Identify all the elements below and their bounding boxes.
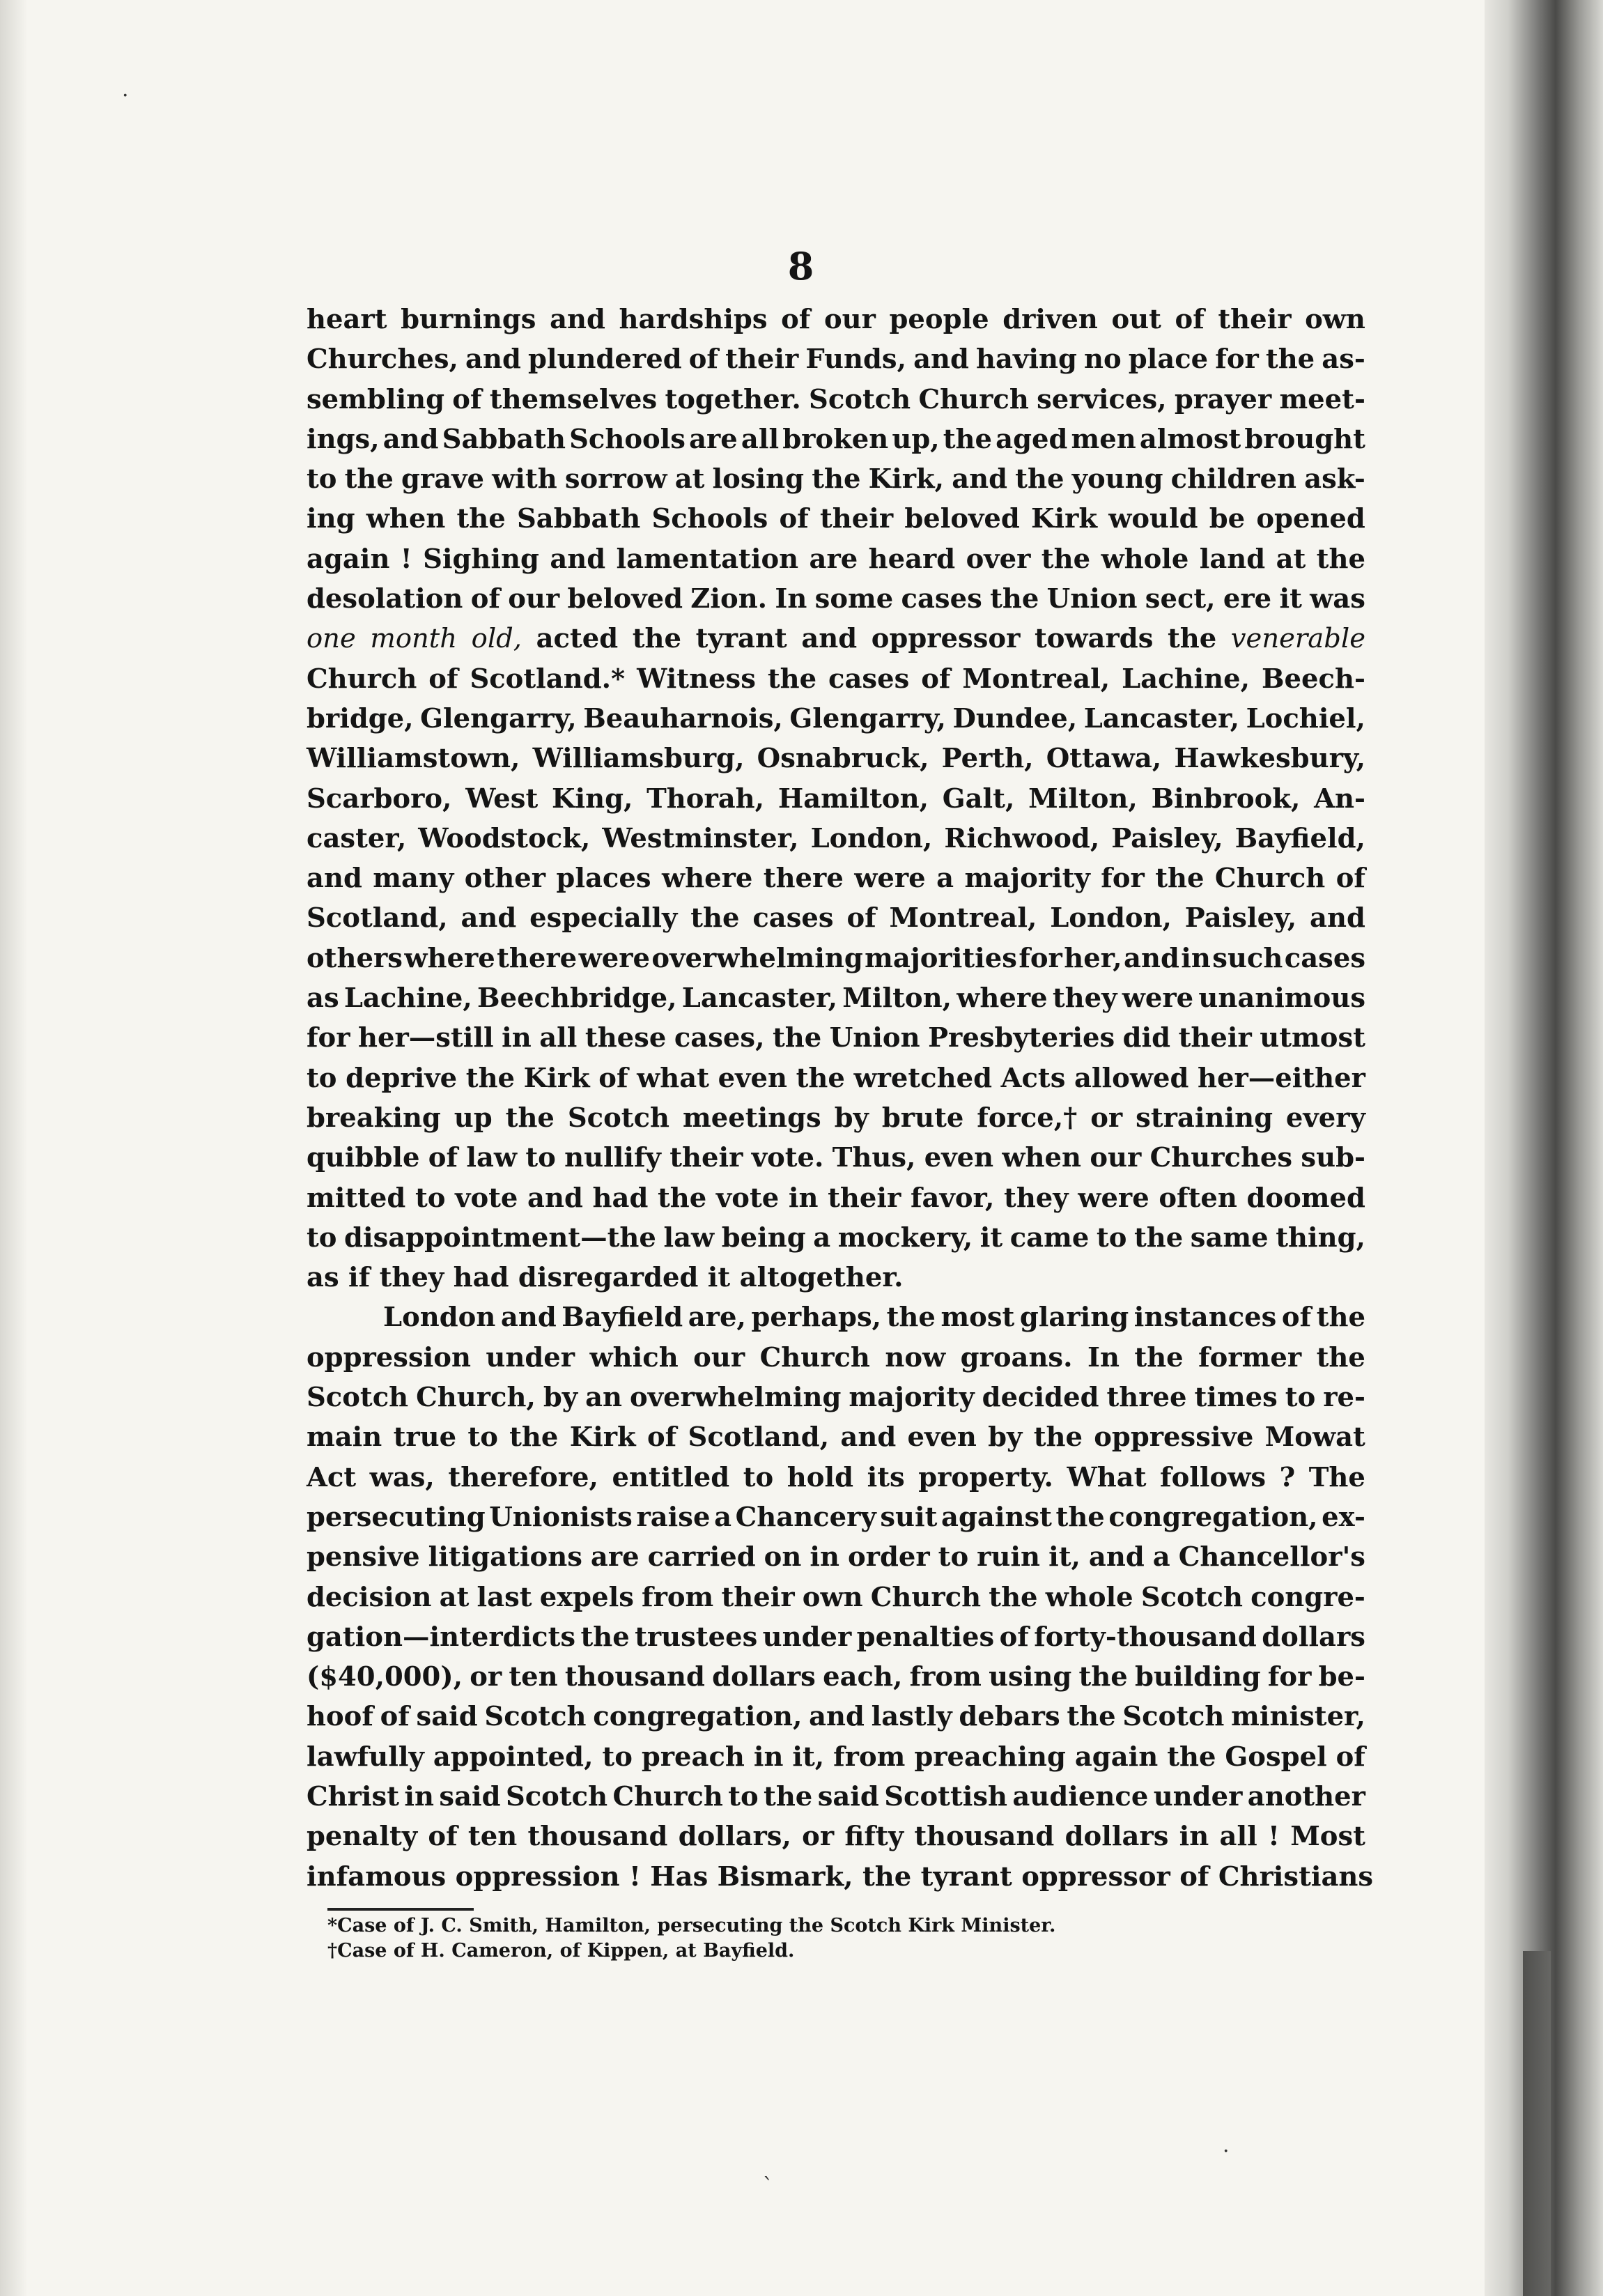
text-line: sembling of themselves together. Scotch Church services, prayer meet- <box>307 383 1365 415</box>
text-line: for her—still in all these cases, the Union Presbyteries did their utmost <box>307 1022 1365 1054</box>
text-line: lawfully appointed, to preach in it, from preaching again the Gospel of <box>307 1741 1365 1773</box>
text-line: breaking up the Scotch meetings by brute force,† or straining every <box>307 1102 1365 1134</box>
text-line: desolation of our beloved Zion. In some cases the Union sect, ere it was <box>307 583 1365 615</box>
footnote-1: *Case of J. C. Smith, Hamilton, persecuting the Scotch Kirk Minister. <box>327 1915 1056 1936</box>
text-line: to disappointment—the law being a mockery, it came to the same thing, <box>307 1222 1365 1254</box>
text-line: Scarboro, West King, Thorah, Hamilton, Galt, Milton, Binbrook, An- <box>307 783 1365 815</box>
text-line: gation—interdicts the trustees under penalties of forty-thousand dollars <box>307 1621 1365 1653</box>
footnote-divider <box>327 1908 474 1911</box>
text-line: and many other places where there were a majority for the Church of <box>307 863 1365 895</box>
text-line: Williamstown, Williamsburg, Osnabruck, Perth, Ottawa, Hawkesbury, <box>307 743 1365 775</box>
text-line: others where there were overwhelming majorities for her, and in such cases <box>307 942 1365 974</box>
text-line: penalty of ten thousand dollars, or fifty thousand dollars in all ! Most <box>307 1821 1365 1853</box>
text-line: bridge, Glengarry, Beauharnois, Glengarry, Dundee, Lancaster, Lochiel, <box>307 702 1365 734</box>
scan-streak <box>1523 1951 1551 2296</box>
text-line: Scotland, and especially the cases of Montreal, London, Paisley, and <box>307 902 1365 934</box>
text-line: hoof of said Scotch congregation, and lastly debars the Scotch minister, <box>307 1701 1365 1733</box>
scan-speck: · <box>122 84 129 108</box>
text-line: Churches, and plundered of their Funds, and having no place for the as- <box>307 344 1365 376</box>
text-line: as if they had disregarded it altogether. <box>307 1262 904 1294</box>
scan-speck: · <box>1223 2139 1230 2164</box>
text-line: caster, Woodstock, Westminster, London, Richwood, Paisley, Bayfield, <box>307 822 1365 854</box>
text-line: ings, and Sabbath Schools are all broken up, the aged men almost brought <box>307 423 1365 455</box>
text-line: oppression under which our Church now groans. In the former the <box>307 1341 1365 1373</box>
text-line: Act was, therefore, entitled to hold its property. What follows ? The <box>307 1461 1365 1493</box>
page-number: 8 <box>787 244 815 288</box>
text-line: ($40,000), or ten thousand dollars each, from using the building for be- <box>307 1661 1365 1693</box>
document-body <box>307 300 1374 1897</box>
text-line: Church of Scotland.* Witness the cases of Montreal, Lachine, Beech- <box>307 663 1365 695</box>
text-line: main true to the Kirk of Scotland, and even by the oppressive Mowat <box>307 1421 1365 1454</box>
footnote-2: †Case of H. Cameron, of Kippen, at Bayfield. <box>327 1940 795 1962</box>
scan-speck: ˋ <box>763 2174 773 2198</box>
text-line: Scotch Church, by an overwhelming majority decided three times to re- <box>307 1382 1365 1414</box>
text-line: heart burnings and hardships of our people driven out of their own <box>307 304 1365 335</box>
text-line: Christ in said Scotch Church to the said Scottish audience under another <box>307 1780 1365 1812</box>
text-line: decision at last expels from their own Church the whole Scotch congre- <box>307 1581 1365 1613</box>
text-line: as Lachine, Beechbridge, Lancaster, Milton, where they were unanimous <box>307 983 1365 1015</box>
text-line: again ! Sighing and lamentation are heard over the whole land at the <box>307 543 1365 575</box>
scan-right-edge <box>1485 0 1603 2296</box>
text-line: infamous oppression ! Has Bismark, the tyrant oppressor of Christians <box>307 1860 1374 1893</box>
text-line: mitted to vote and had the vote in their favor, they were often doomed <box>307 1182 1365 1214</box>
text-line: to the grave with sorrow at losing the Kirk, and the young children ask- <box>307 463 1365 495</box>
text-line: to deprive the Kirk of what even the wretched Acts allowed her—either <box>307 1062 1365 1094</box>
text-line: persecuting Unionists raise a Chancery suit against the congregation, ex- <box>307 1501 1365 1533</box>
scan-left-edge <box>0 0 28 2296</box>
footnotes <box>327 1913 1055 1964</box>
text-line: pensive litigations are carried on in order to ruin it, and a Chancellor's <box>307 1541 1365 1573</box>
text-line: one month old, acted the tyrant and oppressor towards the venerable <box>307 623 1365 655</box>
text-line: ing when the Sabbath Schools of their beloved Kirk would be opened <box>307 503 1365 535</box>
text-line: London and Bayfield are, perhaps, the most glaring instances of the <box>383 1302 1365 1334</box>
text-line: quibble of law to nullify their vote. Thus, even when our Churches sub- <box>307 1142 1365 1174</box>
